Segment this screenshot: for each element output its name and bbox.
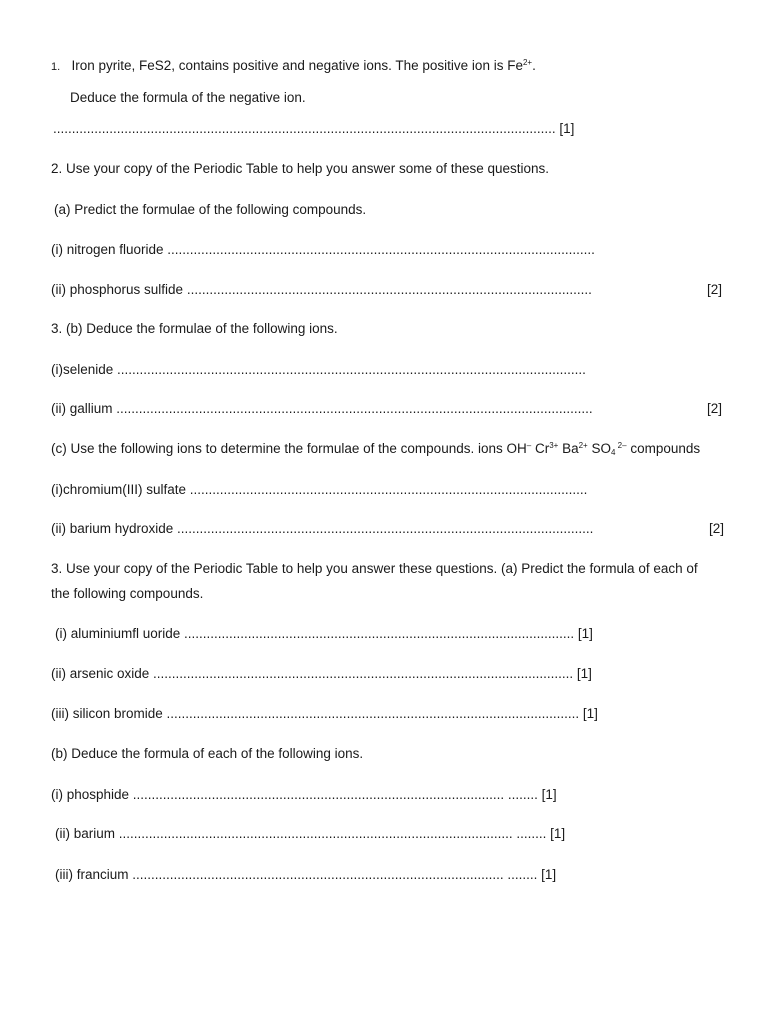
ion-charge: 3+ (549, 441, 559, 450)
question-number: 1. (51, 61, 61, 73)
question-3b-text: 3. (b) Deduce the formulae of the following ions. (51, 321, 338, 336)
answer-line: (iii) francium ................................................................................................... ........ [1] (55, 867, 557, 882)
question-3-intro-line-2: the following compounds. (51, 586, 204, 601)
marks-label: [2] (707, 282, 723, 297)
question-3-intro-line-1: 3. Use your copy of the Periodic Table to help you answer these questions. (a) Predict the formula of each of (51, 561, 698, 576)
answer-line: (i) aluminiumfl uoride ........................................................................................................ [1] (55, 626, 593, 641)
question-3b-text: (b) Deduce the formula of each of the following ions. (51, 746, 364, 761)
answer-line: (ii) arsenic oxide ................................................................................................................ [1] (51, 666, 592, 681)
answer-line: (i)selenide ............................................................................................................................. (51, 362, 586, 377)
answer-line: (ii) barium ......................................................................................................... ........ [1] (55, 826, 566, 841)
question-1-deduce: Deduce the formula of the negative ion. (70, 90, 306, 105)
answer-line: (ii) barium hydroxide ............................................................................................................... (51, 521, 594, 536)
ion-charge: – (526, 441, 532, 450)
answer-line: (iii) silicon bromide .............................................................................................................. [1] (51, 706, 598, 721)
answer-line: ...................................................................................................................................... [1] (53, 121, 575, 136)
question-3c-text (51, 442, 700, 456)
answer-line: (ii) phosphorus sulfide ............................................................................................................ (51, 282, 592, 297)
ion-charge: 2– (615, 441, 627, 450)
question-2a-text: (a) Predict the formulae of the following compounds. (54, 202, 367, 217)
question-text: Iron pyrite, FeS2, contains positive and negative ions. The positive ion is Fe (71, 58, 523, 73)
ion-symbol: Cr (531, 441, 550, 456)
question-1-line (51, 59, 536, 73)
ion-charge: 2+ (522, 58, 533, 67)
marks-label: [2] (709, 521, 725, 536)
question-text-end: . (532, 58, 536, 73)
answer-line: (i)chromium(III) sulfate .......................................................................................................... (51, 482, 588, 497)
question-text-end: compounds (626, 441, 701, 456)
question-2-intro: 2. Use your copy of the Periodic Table to help you answer some of these questions. (51, 161, 550, 176)
answer-line: (i) phosphide ................................................................................................... ........ [1] (51, 787, 557, 802)
ion-subscript: 4 (610, 448, 616, 457)
answer-line: (i) nitrogen fluoride .................................................................................................................. (51, 242, 595, 257)
ion-symbol: SO (587, 441, 611, 456)
marks-label: [2] (707, 401, 723, 416)
ion-charge: 2+ (578, 441, 588, 450)
answer-line: (ii) gallium ............................................................................................................................... (51, 401, 593, 416)
question-text: (c) Use the following ions to determine the formulae of the compounds. ions OH (51, 441, 527, 456)
ion-symbol: Ba (558, 441, 579, 456)
